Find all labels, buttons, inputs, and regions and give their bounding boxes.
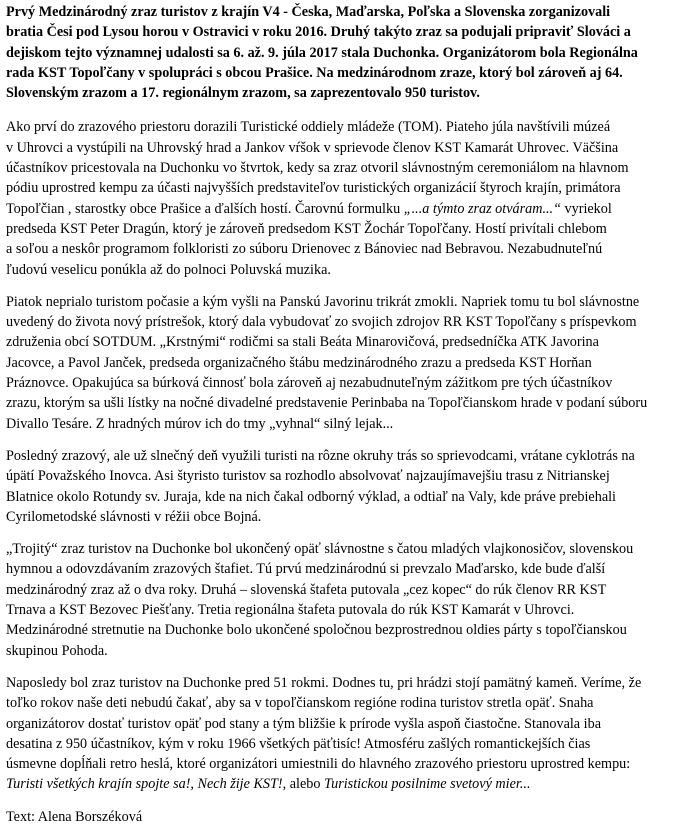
lead-line: Slovenským zrazom a 17. regionálnym zrazom, sa zaprezentovalo 950 turistov.	[6, 85, 480, 102]
spacer	[6, 280, 686, 292]
text-line: Práznovce. Opakujúca sa búrková činnosť bola zároveň aj nezabudnuteľným zážitkom pre tých účastníkov	[6, 375, 613, 392]
text-line: zrazu, ktorým sa ušli lístky na nočné divadelné predstavenie Perinbaba na Topoľčianskom hrade v podaní súboru	[6, 395, 648, 412]
lead-line: rada KST Topoľčany v spolupráci s obcou Prašice. Na medzinárodnom zraze, ktorý bol zároveň aj 64.	[6, 64, 623, 81]
text-line: v Uhrovci a vystúpili na Uhrovský hrad a Jankov vŕšok v sprievode členov KST Kamarát Uhrovec. Väčšina	[6, 139, 619, 156]
lead-line: bratia Česi pod Lysou horou v Ostravici v roku 2016. Druhý takýto zraz sa podujali pripraviť Slováci a	[6, 24, 631, 41]
text-line: Blatnice okolo Rotundy sv. Juraja, kde na nich čakal odborný výklad, a odtiaľ na Valy, kde práve prebiehali	[6, 488, 617, 505]
paragraph-friday	[6, 292, 686, 434]
text-line: Medzinárodné stretnutie na Duchonke bolo ukončené spoločnou bezprostrednou oldies párty s topoľčianskou	[6, 622, 627, 639]
text-line: organizátorov dostať turistov opäť pod stany a tým bližšie k prírode vyšla aspoň čiastočne. Stanovala iba	[6, 715, 601, 732]
lead-line: Prvý Medzinárodný zraz turistov z krajín V4 - Česka, Maďarska, Poľska a Slovenska zorganizovali	[6, 4, 611, 20]
text-line: účastníkov pricestovala na Duchonku vo štvrtok, kedy sa zraz otvoril slávnostným ceremoniálom na hlavnom	[6, 160, 629, 177]
author-credit	[6, 807, 686, 827]
paragraph-history	[6, 673, 686, 795]
text-line: pódiu uprostred kempu za účasti najvyšších predstaviteľov turistických organizácií štyroch krajín, primátora	[6, 180, 621, 197]
text-line: Ako prví do zrazového priestoru dorazili Turistické oddiely mládeže (TOM). Piateho júla navštívili múzeá	[6, 119, 611, 136]
text-line: „Trojitý“ zraz turistov na Duchonke bol ukončený opäť slávnostne s čatou mladých vlajkonosičov, slovenskou	[6, 541, 634, 558]
italic-slogan: Turisti všetkých krajín spojte sa!, Nech žije KST!,	[6, 776, 287, 793]
text-line: toľko rokov naše deti nebudú čakať, aby sa v topoľčianskom regióne rodina turistov stretla opäť. Snaha	[6, 695, 594, 712]
text-segment: vyriekol	[560, 200, 612, 217]
italic-slogan: Turistickou posilnime svetový mier...	[324, 776, 531, 793]
text-line: Jacovce, a Pavol Janček, predseda organizačného štábu medzinárodného zrazu a predseda KST Horňan	[6, 354, 592, 371]
author-line: Text: Alena Borszéková	[6, 808, 143, 825]
paragraph-last-day	[6, 446, 686, 527]
spacer	[6, 661, 686, 673]
text-line: Piatok neprialo turistom počasie a kým vyšli na Panskú Javorinu trikrát zmokli. Napriek tomu tu bol slávnostne	[6, 293, 640, 310]
text-line: skupinou Pohoda.	[6, 642, 108, 659]
spacer	[6, 795, 686, 807]
lead-line: dejiskom tejto významnej udalosti sa 6. až. 9. júla 2017 stala Duchonka. Organizátorom bola Regionálna	[6, 44, 638, 61]
text-line	[6, 199, 686, 219]
italic-quote: „...a týmto zraz otváram...“	[403, 200, 561, 217]
text-line	[6, 774, 686, 794]
text-line: Divallo Tesáre. Z hradných múrov ich do tmy „vyhnal“ silný lejak...	[6, 415, 394, 432]
text-line: a soľou a neskôr programom folkloristi zo súboru Drienovec z Bánoviec nad Bebravou. Nezabudnuteľnú	[6, 241, 603, 258]
spacer	[6, 103, 686, 117]
paragraph-arrival	[6, 117, 686, 279]
text-line: združenia obcí SOTDUM. „Krstnými“ rodičmi sa stali Beáta Minarovičová, predsedníčka ATK Javorina	[6, 334, 599, 351]
text-line: uvedený do života nový prístrešok, ktorý dala vybudovať zo svojich zdrojov RR KST Topoľčany s príspevkom	[6, 314, 637, 331]
paragraph-closing	[6, 539, 686, 661]
text-line: úpätí Považského Inovca. Asi štyristo turistov sa rozhodlo absolvovať najzaujímavejšiu trasu z Nitrianskej	[6, 468, 610, 485]
lead-paragraph	[6, 2, 686, 103]
article	[6, 2, 686, 827]
text-line: Naposledy bol zraz turistov na Duchonke pred 51 rokmi. Dodnes tu, pri hrádzi stojí pamätný kameň. Veríme, že	[6, 674, 642, 691]
text-line: Posledný zrazový, ale už slnečný deň využili turisti na rôzne okruhy trás so sprievodcami, vrátane cyklotrás na	[6, 447, 635, 464]
text-line: Trnava a KST Bezovec Piešťany. Tretia regionálna štafeta putovala do rúk KST Kamarát v Uhrovci.	[6, 602, 575, 619]
text-line: medzinárodný zraz až o dva roky. Druhá – slovenská štafeta putovala „cez kopec“ do rúk členov RR KST	[6, 581, 607, 598]
text-line: ľudovú veselicu ponúkla až do polnoci Poluvská muzika.	[6, 261, 331, 278]
text-line: predseda KST Peter Dragún, ktorý je zároveň predsedom KST Žochár Topoľčany. Hostí privítali chlebom	[6, 220, 607, 237]
text-line: Cyrilometodské slávnosti v réžii obce Bojná.	[6, 508, 262, 525]
text-line: hymnou a odovzdávaním zrazových štafiet. Tú prvú medzinárodnú si prevzalo Maďarsko, kde bude ďalší	[6, 561, 606, 578]
spacer	[6, 527, 686, 539]
text-line: úsmevne dopĺňali retro heslá, ktoré organizátori umiestnili do hlavného zrazového priestoru uprostred kempu:	[6, 756, 631, 773]
spacer	[6, 434, 686, 446]
text-line: desatina z 950 účastníkov, kým v roku 1966 všetkých päťtisíc! Atmosféru zašlých romantickejších čias	[6, 735, 591, 752]
text-segment: alebo	[286, 776, 325, 793]
text-segment: Topoľčian , starostky obce Prašice a ďalších hostí. Čarovnú formulku	[6, 200, 404, 217]
